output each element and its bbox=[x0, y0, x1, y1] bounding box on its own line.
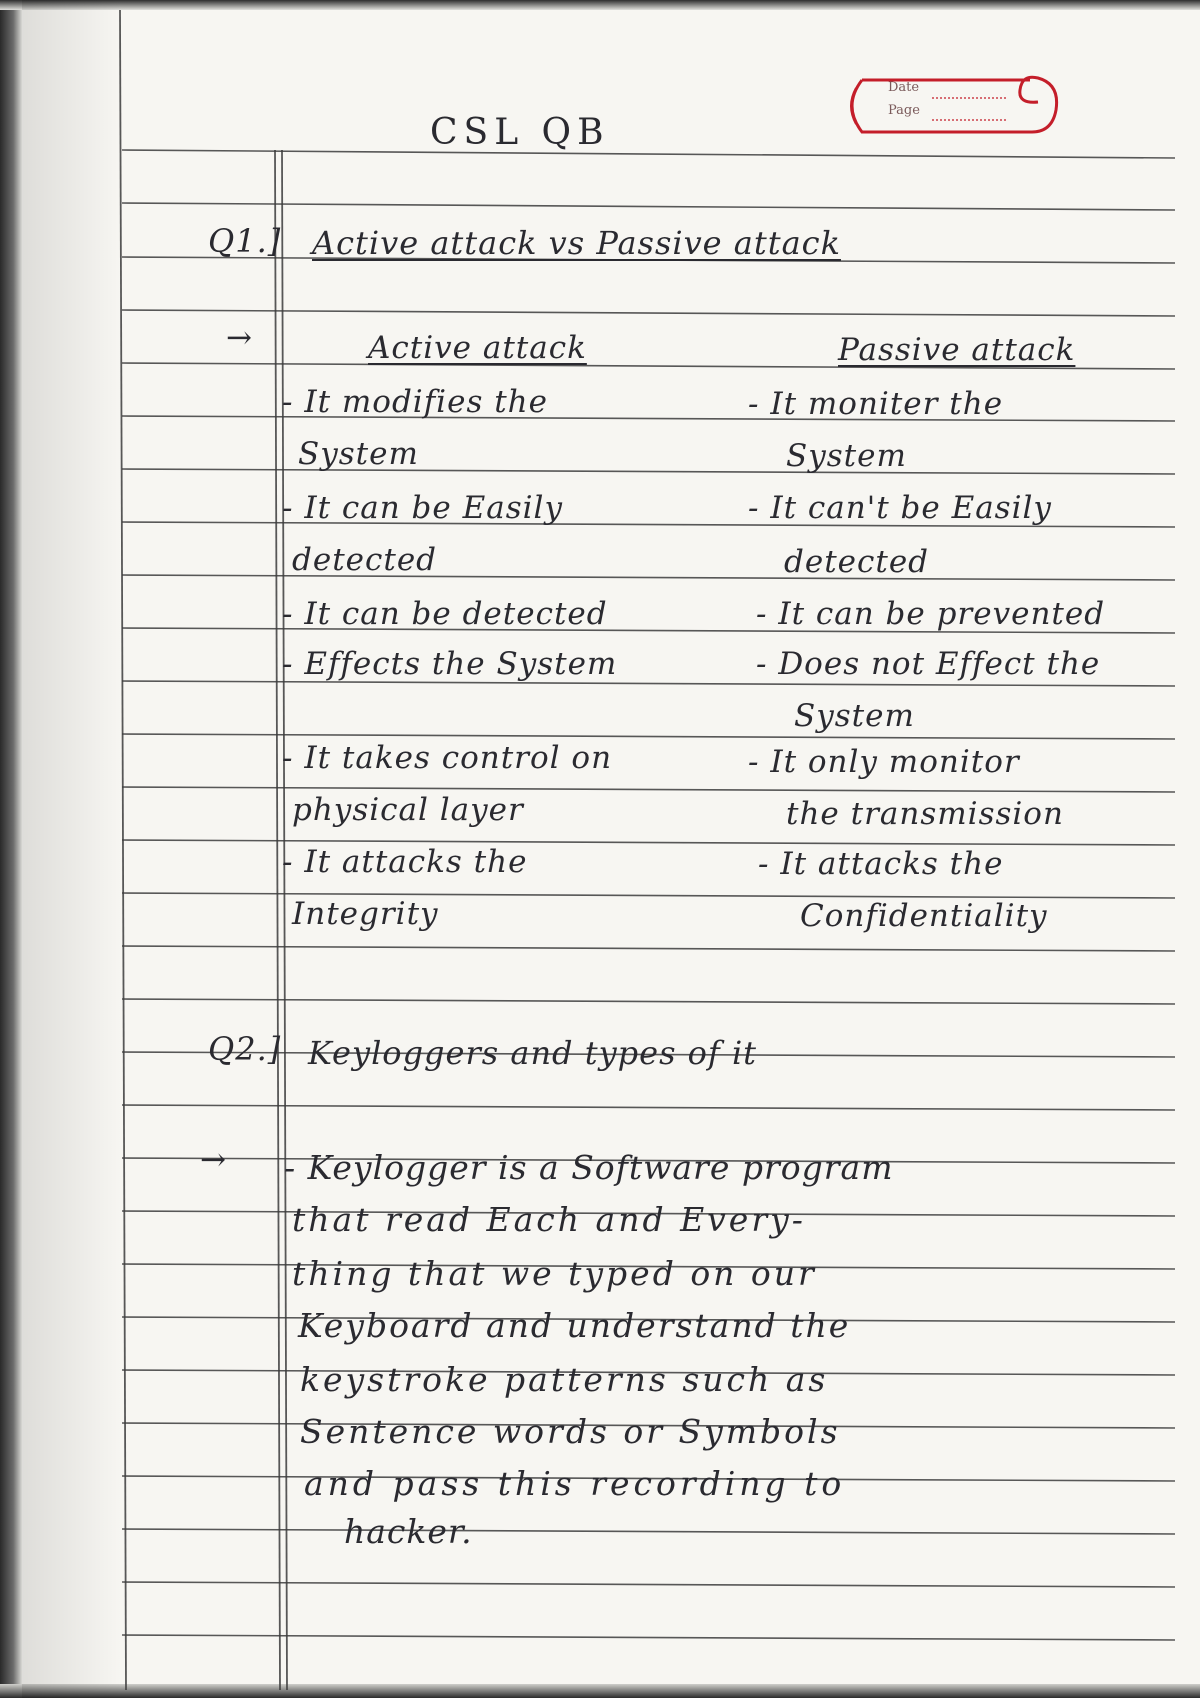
date-page-stamp bbox=[842, 70, 1064, 142]
passive-line: System bbox=[794, 698, 915, 734]
q1-arrow-icon: → bbox=[226, 320, 253, 356]
active-line: - It can be detected bbox=[282, 596, 608, 632]
passive-line: - It moniter the bbox=[748, 386, 1004, 422]
active-line: physical layer bbox=[292, 792, 524, 828]
q2-body-line: hacker. bbox=[344, 1512, 473, 1551]
passive-line: Confidentiality bbox=[800, 898, 1048, 934]
active-line: - It takes control on bbox=[282, 740, 613, 776]
passive-attack-header: Passive attack bbox=[838, 332, 1076, 368]
q2-body-line: keystroke patterns such as bbox=[300, 1360, 829, 1399]
q2-body-line: that read Each and Every- bbox=[292, 1200, 806, 1239]
page-title: CSL QB bbox=[430, 112, 610, 153]
active-line: detected bbox=[292, 542, 438, 578]
q2-number: Q2.] bbox=[208, 1030, 282, 1068]
passive-line: - It only monitor bbox=[748, 744, 1020, 780]
q2-body-line: Sentence words or Symbols bbox=[300, 1412, 841, 1451]
active-line: Integrity bbox=[292, 896, 439, 932]
passive-line: System bbox=[786, 438, 907, 474]
active-line: System bbox=[298, 436, 419, 472]
passive-line: detected bbox=[784, 544, 930, 580]
passive-line: - Does not Effect the bbox=[756, 646, 1101, 682]
q2-arrow-icon: → bbox=[200, 1142, 227, 1178]
passive-line: - It can't be Easily bbox=[748, 490, 1052, 526]
stamp-page-label: Page bbox=[888, 103, 920, 118]
passive-line: the transmission bbox=[786, 796, 1064, 832]
stamp-date-label: Date bbox=[888, 80, 920, 95]
passive-line: - It attacks the bbox=[758, 846, 1004, 882]
q1-number: Q1.] bbox=[208, 222, 282, 260]
active-attack-header: Active attack bbox=[368, 330, 587, 366]
q2-body-line: and pass this recording to bbox=[304, 1464, 846, 1503]
q1-heading: Active attack vs Passive attack bbox=[312, 224, 841, 262]
active-line: - It attacks the bbox=[282, 844, 528, 880]
active-line: - Effects the System bbox=[282, 646, 618, 682]
active-line: - It modifies the bbox=[282, 384, 548, 420]
q2-body-line: - Keylogger is a Software program bbox=[284, 1148, 894, 1187]
q2-body-line: Keyboard and understand the bbox=[298, 1306, 851, 1345]
q2-body-line: thing that we typed on our bbox=[292, 1254, 817, 1293]
passive-line: - It can be prevented bbox=[756, 596, 1106, 632]
active-line: - It can be Easily bbox=[282, 490, 563, 526]
q2-heading: Keyloggers and types of it bbox=[308, 1034, 758, 1072]
